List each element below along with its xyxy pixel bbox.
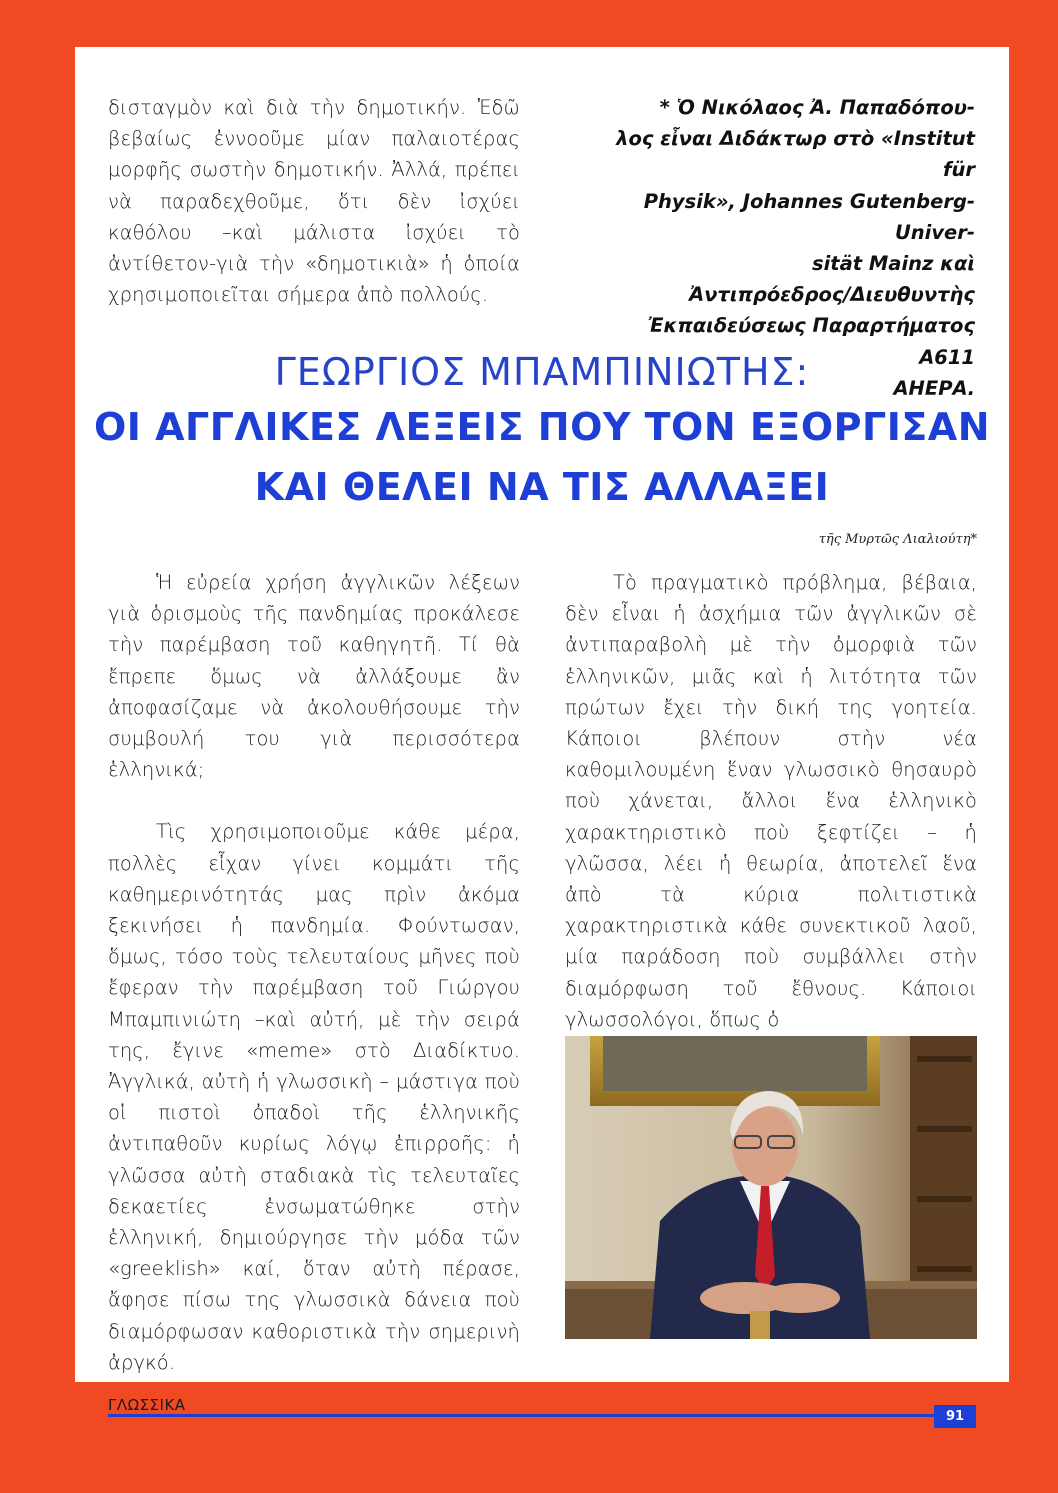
author-note-line: * Ὁ Νικόλαος Ἀ. Παπαδόπου- xyxy=(659,96,975,119)
author-note-line: Ἐκπαιδεύσεως Παραρτήματος Α611 xyxy=(648,314,975,369)
footer-rule xyxy=(108,1414,934,1417)
portrait-photo xyxy=(565,1036,977,1339)
author-note-line: λος εἶναι Διδάκτωρ στὸ «Institut für xyxy=(616,127,975,182)
top-left-paragraph xyxy=(108,92,520,310)
section-label: ΓΛΩΣΣΙΚΑ xyxy=(108,1396,186,1414)
left-paragraph-2: Τὶς χρησιμοποιοῦμε κάθε μέρα, πολλὲς εἶχαν γίνει κομμάτι τῆς καθημερινότητάς μας πρὶν ἀκόμα ξεκινήσει ἡ πανδημία. Φούντωσαν, ὅμως, τόσο τοὺς τελευταίους μῆνες ποὺ ἔφεραν τὴν παρέμβαση τοῦ Γιώργου Μπαμπινιώτη –καὶ αὐτή, μὲ τὴν σειρά της, ἔγινε «meme» στὸ Διαδίκτυο. Ἀγγλικά, αὐτὴ ἡ γλωσσικὴ – μάστιγα ποὺ οἱ πιστοὶ ὀπαδοὶ τῆς ἑλληνικῆς ἀντιπαθοῦν κυρίως λόγῳ ἐπιρροῆς: ἡ γλῶσσα αὐτὴ σταδιακὰ τὶς τελευταῖες δεκαετίες ἐνσωματώθηκε στὴν ἑλληνική, δημιούργησε τὴν μόδα τῶν «greeklish» καί, ὅταν αὐτὴ πέρασε, ἄφησε πίσω της γλωσσικὰ δάνεια ποὺ διαμόρφωσαν καθοριστικὰ τὴν σημερινὴ ἀργκό. xyxy=(108,820,520,1374)
continued-text: δισταγμὸν καὶ διὰ τὴν δημοτικήν. Ἐδῶ βεβαίως ἐννοοῦμε μίαν παλαιοτέρας μορφῆς σωστὴν δημοτικήν. Ἀλλά, πρέπει νὰ παραδεχθοῦμε, ὅτι δὲν ἰσχύει καθόλου –καὶ μάλιστα ἰσχύει τὸ ἀντίθετον-γιὰ τὴν «δημοτικιὰ» ἡ ὁποία χρησιμοποιεῖται σήμερα ἀπὸ πολλούς. xyxy=(108,96,520,307)
page xyxy=(75,47,1009,1382)
headline-title-line2: ΚΑΙ ΘΕΛΕΙ ΝΑ ΤΙΣ ΑΛΛΑΞΕΙ xyxy=(254,465,830,509)
headline-name: ΓΕΩΡΓΙΟΣ ΜΠΑΜΠΙΝΙΩΤΗΣ: xyxy=(274,350,810,394)
author-note-line: ΑΗΕΡΑ. xyxy=(893,376,975,400)
page-number: 91 xyxy=(934,1405,976,1428)
byline: τῆς Μυρτῶς Λιαλιούτη* xyxy=(818,532,977,547)
author-note-line: Physik», Johannes Gutenberg-Univer- xyxy=(643,189,975,244)
right-column xyxy=(565,567,977,1035)
author-note-line: sität Mainz καὶ xyxy=(812,252,975,276)
author-note-line: Ἀντιπρόεδρος/Διευθυντὴς xyxy=(689,283,975,307)
right-paragraph: Τὸ πραγματικὸ πρόβλημα, βέβαια, δὲν εἶναι ἡ ἀσχήμια τῶν ἀγγλικῶν σὲ ἀντιπαραβολὴ μὲ τὴν ὀμορφιὰ τῶν ἑλληνικῶν, μιᾶς καὶ ἡ λιτότητα τῶν πρώτων ἔχει τὴν δική της γοητεία. Κάποιοι βλέπουν στὴν νέα καθομιλουμένη ἕναν γλωσσικὸ θησαυρὸ ποὺ χάνεται, ἄλλοι ἕνα ἑλληνικὸ χαρακτηριστικὸ ποὺ ξεφτίζει – ἡ γλῶσσα, λέει ἡ θεωρία, ἀποτελεῖ ἕνα ἀπὸ τὰ κύρια πολιτιστικὰ χαρακτηριστικὰ κάθε συνεκτικοῦ λαοῦ, μία παράδοση ποὺ συμβάλλει στὴν διαμόρφωση τοῦ ἔθνους. Κάποιοι γλωσσολόγοι, ὅπως ὁ xyxy=(565,571,977,1031)
headline-title-line1: ΟΙ ΑΓΓΛΙΚΕΣ ΛΕΞΕΙΣ ΠΟΥ ΤΟΝ ΕΞΟΡΓΙΣΑΝ xyxy=(93,405,991,449)
left-paragraph-1: Ἡ εὐρεία χρήση ἀγγλικῶν λέξεων γιὰ ὁρισμοὺς τῆς πανδημίας προκάλεσε τὴν παρέμβαση τοῦ καθηγητῆ. Τί θὰ ἔπρεπε ὅμως νὰ ἀλλάξουμε ἂν ἀποφασίζαμε νὰ ἀκολουθήσουμε τὴν συμβουλή του γιὰ περισσότερα ἑλληνικά; xyxy=(108,571,520,782)
left-column xyxy=(108,567,520,1378)
